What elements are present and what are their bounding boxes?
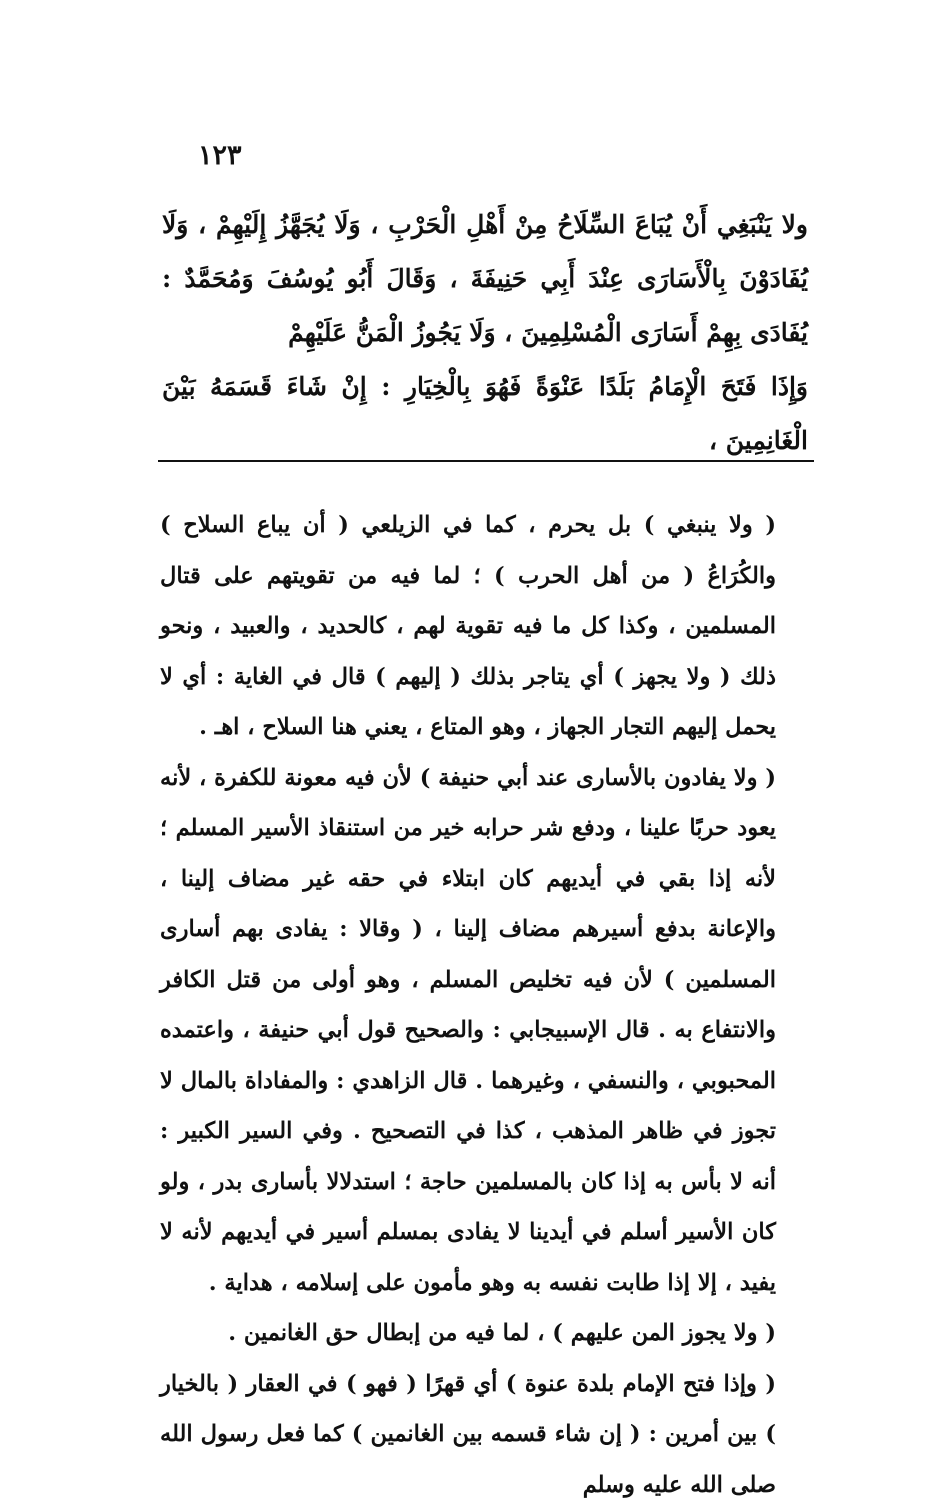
divider-line (158, 460, 814, 462)
main-paragraph: وَإِذَا فَتَحَ الْإِمَامُ بَلَدًا عَنْوَةً فَهُوَ بِالْخِيَارِ : إِنْ شَاءَ قَسَمَهُ بَيْنَ الْغَانِمِينَ ، (162, 360, 808, 468)
commentary-paragraph: ( ولا ينبغي ) بل يحرم ، كما في الزيلعي ( أن يباع السلاح ) والكُرَاعُ ( من أهل الحرب ) ؛ لما فيه من تقويتهم على قتال المسلمين ، وكذا كل ما فيه تقوية لهم ، كالحديد ، والعبيد ، ونحو ذلك ( ولا يجهز ) أي يتاجر بذلك ( إليهم ) قال في الغاية : أي لا يحمل إليهم التجار الجهاز ، وهو المتاع ، يعني هنا السلاح ، اهـ . (160, 500, 810, 753)
commentary-paragraph: ( ولا يفادون بالأسارى عند أبي حنيفة ) لأن فيه معونة للكفرة ، لأنه يعود حربًا علينا ، ودفع شر حرابه خير من استنقاذ الأسير المسلم ؛ لأنه إذا بقي في أيديهم كان ابتلاء في حقه غير مضاف إلينا ، والإعانة بدفع أسيرهم مضاف إلينا ، ( وقالا : يفادى بهم أسارى المسلمين ) لأن فيه تخليص المسلم ، وهو أولى من قتل الكافر والانتفاع به . قال الإسبيجابي : والصحيح قول أبي حنيفة ، واعتمده المحبوبي ، والنسفي ، وغيرهما . قال الزاهدي : والمفاداة بالمال لا تجوز في ظاهر المذهب ، كذا في التصحيح . وفي السير الكبير : أنه لا بأس به إذا كان بالمسلمين حاجة ؛ استدلالا بأسارى بدر ، ولو كان الأسير أسلم في أيدينا لا يفادى بمسلم أسير في أيديهم لأنه لا يفيد ، إلا إذا طابت نفسه به وهو مأمون على إسلامه ، هداية . (160, 753, 810, 1309)
page-number: ١٢٣ (198, 140, 278, 171)
commentary-text (160, 500, 810, 1510)
main-paragraph: ولا يَنْبَغِي أَنْ يُبَاعَ السِّلَاحُ مِنْ أَهْلِ الْحَرْبِ ، وَلَا يُجَهَّزُ إِلَيْهِمْ ، وَلَا يُفَادَوْنَ بِالْأَسَارَى عِنْدَ أَبِي حَنِيفَةَ ، وَقَالَ أَبُو يُوسُفَ وَمُحَمَّدٌ : يُفَادَى بِهِمْ أَسَارَى الْمُسْلِمِينَ ، وَلَا يَجُوزُ الْمَنُّ عَلَيْهِمْ (162, 198, 808, 360)
commentary-paragraph: ( وإذا فتح الإمام بلدة عنوة ) أي قهرًا ( فهو ) في العقار ( بالخيار ) بين أمرين : ( إن شاء قسمه بين الغانمين ) كما فعل رسول الله صلى الله عليه وسلم (160, 1359, 810, 1510)
commentary-paragraph: ( ولا يجوز المن عليهم ) ، لما فيه من إبطال حق الغانمين . (160, 1308, 810, 1359)
main-text (162, 198, 808, 468)
